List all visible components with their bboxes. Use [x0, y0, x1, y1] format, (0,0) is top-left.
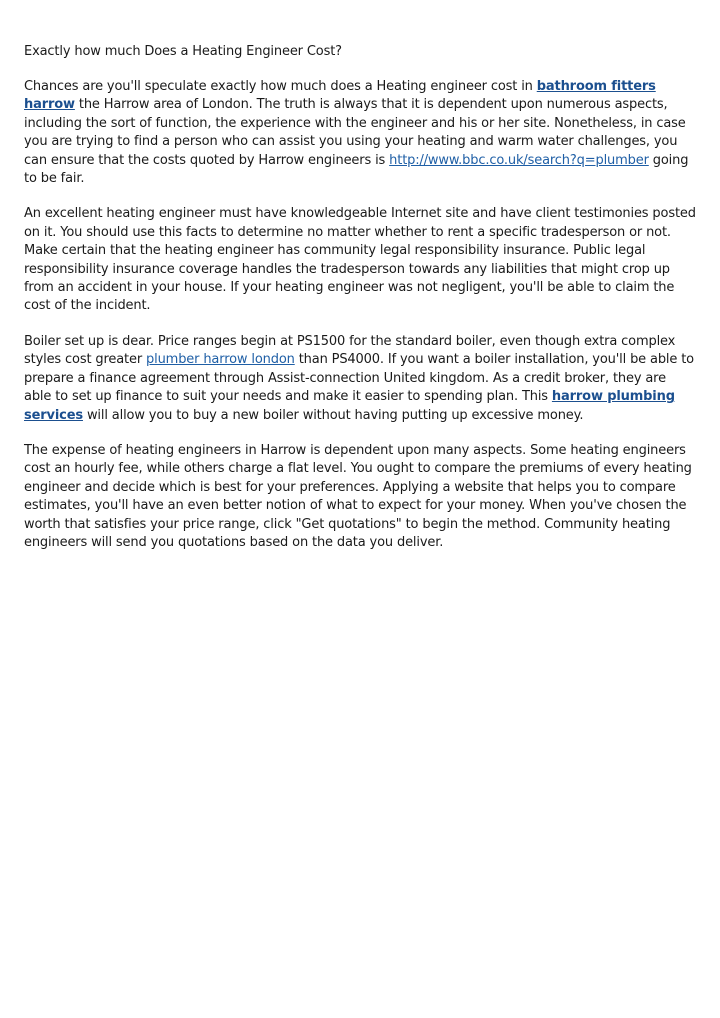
paragraph-1: [24, 78, 696, 188]
harrow-plumbing-services-link[interactable]: harrow plumbing services: [24, 389, 675, 423]
document-title: Exactly how much Does a Heating Engineer Cost?: [24, 44, 342, 59]
paragraph-3-text-b: than PS4000. If you want a boiler installation, you'll be able to prepare a finance agreement through Assist-connection United kingdom. As a credit broker, they are able to set up finance to suit your needs and make it easier to spending plan. This: [24, 352, 694, 405]
paragraph-1-text-a: Chances are you'll speculate exactly how much does a Heating engineer cost in: [24, 79, 537, 94]
document-page: [24, 42, 696, 569]
paragraph-1-text-b: the Harrow area of London. The truth is always that it is dependent upon numerous aspects, including the sort of function, the experience with the engineer and his or her site. Nonetheless, in case you are trying to find a person who can assist you using your heating and warm water challenges, you can ensure that the costs quoted by Harrow engineers is: [24, 97, 686, 168]
paragraph-3-text-a: Boiler set up is dear. Price ranges begin at PS1500 for the standard boiler, even though extra complex styles cost greater: [24, 333, 676, 368]
paragraph-1-text-c: going to be fair.: [24, 152, 689, 187]
plumber-harrow-london-link[interactable]: plumber harrow london: [146, 352, 295, 368]
bbc-search-link[interactable]: http://www.bbc.co.uk/search?q=plumber: [389, 152, 649, 168]
paragraph-4: The expense of heating engineers in Harrow is dependent upon many aspects. Some heating engineers cost an hourly fee, while others charge a flat level. You ought to compare the premiums of every heating engineer and decide which is best for your preferences. Applying a website that helps you to compare estimates, you'll have an even better notion of what to expect for your money. When you've chosen the worth that satisfies your price range, click "Get quotations" to begin the method. Community heating engineers will send you quotations based on the data you deliver.: [24, 442, 692, 550]
paragraph-2: An excellent heating engineer must have knowledgeable Internet site and have client testimonies posted on it. You should use this facts to determine no matter whether to rent a specific tradesperson or not. Make certain that the heating engineer has community legal responsibility insurance. Public legal responsibility insurance coverage handles the tradesperson towards any liabilities that might crop up from an accident in your house. If your heating engineer was not negligent, you'll be able to claim the cost of the incident.: [24, 206, 696, 314]
paragraph-3-text-c: will allow you to buy a new boiler without having putting up excessive money.: [82, 407, 584, 423]
bathroom-fitters-harrow-link[interactable]: bathroom fitters harrow: [24, 79, 656, 113]
paragraph-3: [24, 333, 696, 425]
